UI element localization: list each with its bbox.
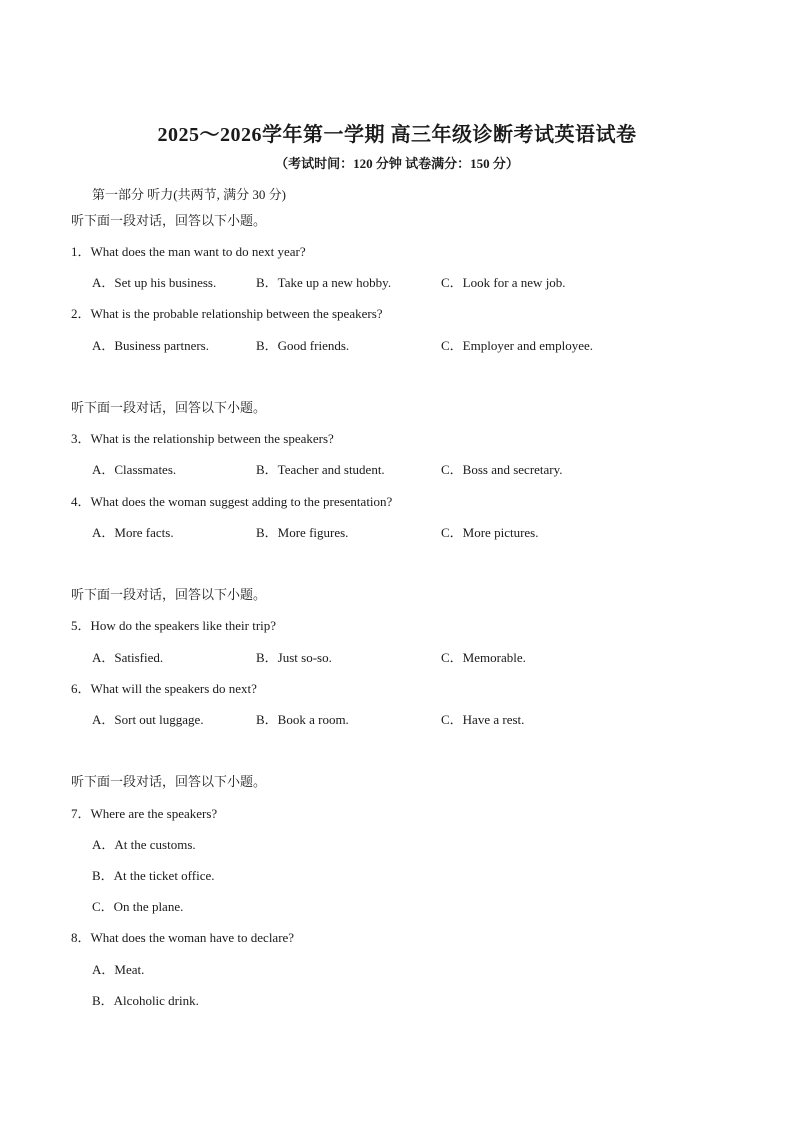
group-instruction: 听下面一段对话，回答以下小题。 [71, 400, 267, 415]
option-c: C．Have a rest. [441, 712, 525, 727]
option-b: B．At the ticket office. [92, 868, 215, 883]
option-a: A．Set up his business. [92, 275, 217, 290]
option-b: B．More figures. [256, 525, 349, 540]
option-c: C．Boss and secretary. [441, 462, 563, 477]
question-stem: 8．What does the woman have to declare? [71, 930, 295, 945]
option-b: B．Alcoholic drink. [92, 993, 199, 1008]
exam-subtitle: （考试时间：120 分钟 试卷满分：150 分） [275, 156, 519, 171]
option-a: A．More facts. [92, 525, 174, 540]
question-stem: 5．How do the speakers like their trip? [71, 618, 277, 633]
option-a: A．Sort out luggage. [92, 712, 204, 727]
group-instruction: 听下面一段对话，回答以下小题。 [71, 587, 267, 602]
option-a: A．Meat. [92, 962, 145, 977]
option-a: A．Business partners. [92, 338, 209, 353]
question-stem: 2．What is the probable relationship between the speakers? [71, 306, 383, 321]
option-b: B．Book a room. [256, 712, 349, 727]
option-c: C．On the plane. [92, 899, 184, 914]
option-a: A．Classmates. [92, 462, 177, 477]
option-b: B．Teacher and student. [256, 462, 385, 477]
option-a: A．Satisfied. [92, 650, 164, 665]
option-c: C．More pictures. [441, 525, 539, 540]
question-stem: 7．Where are the speakers? [71, 806, 218, 821]
question-stem: 1．What does the man want to do next year? [71, 244, 306, 259]
exam-title: 2025～2026学年第一学期 高三年级诊断考试英语试卷 [157, 124, 637, 146]
option-a: A．At the customs. [92, 837, 196, 852]
group-instruction: 听下面一段对话，回答以下小题。 [71, 774, 267, 789]
option-c: C．Memorable. [441, 650, 526, 665]
question-stem: 3．What is the relationship between the speakers? [71, 431, 334, 446]
option-b: B．Just so-so. [256, 650, 332, 665]
option-b: B．Take up a new hobby. [256, 275, 392, 290]
question-stem: 4．What does the woman suggest adding to the presentation? [71, 494, 393, 509]
group-instruction: 听下面一段对话，回答以下小题。 [71, 213, 267, 228]
option-c: C．Look for a new job. [441, 275, 566, 290]
section-title: 第一部分 听力(共两节, 满分 30 分) [92, 187, 286, 202]
option-c: C．Employer and employee. [441, 338, 593, 353]
question-stem: 6．What will the speakers do next? [71, 681, 257, 696]
option-b: B．Good friends. [256, 338, 350, 353]
